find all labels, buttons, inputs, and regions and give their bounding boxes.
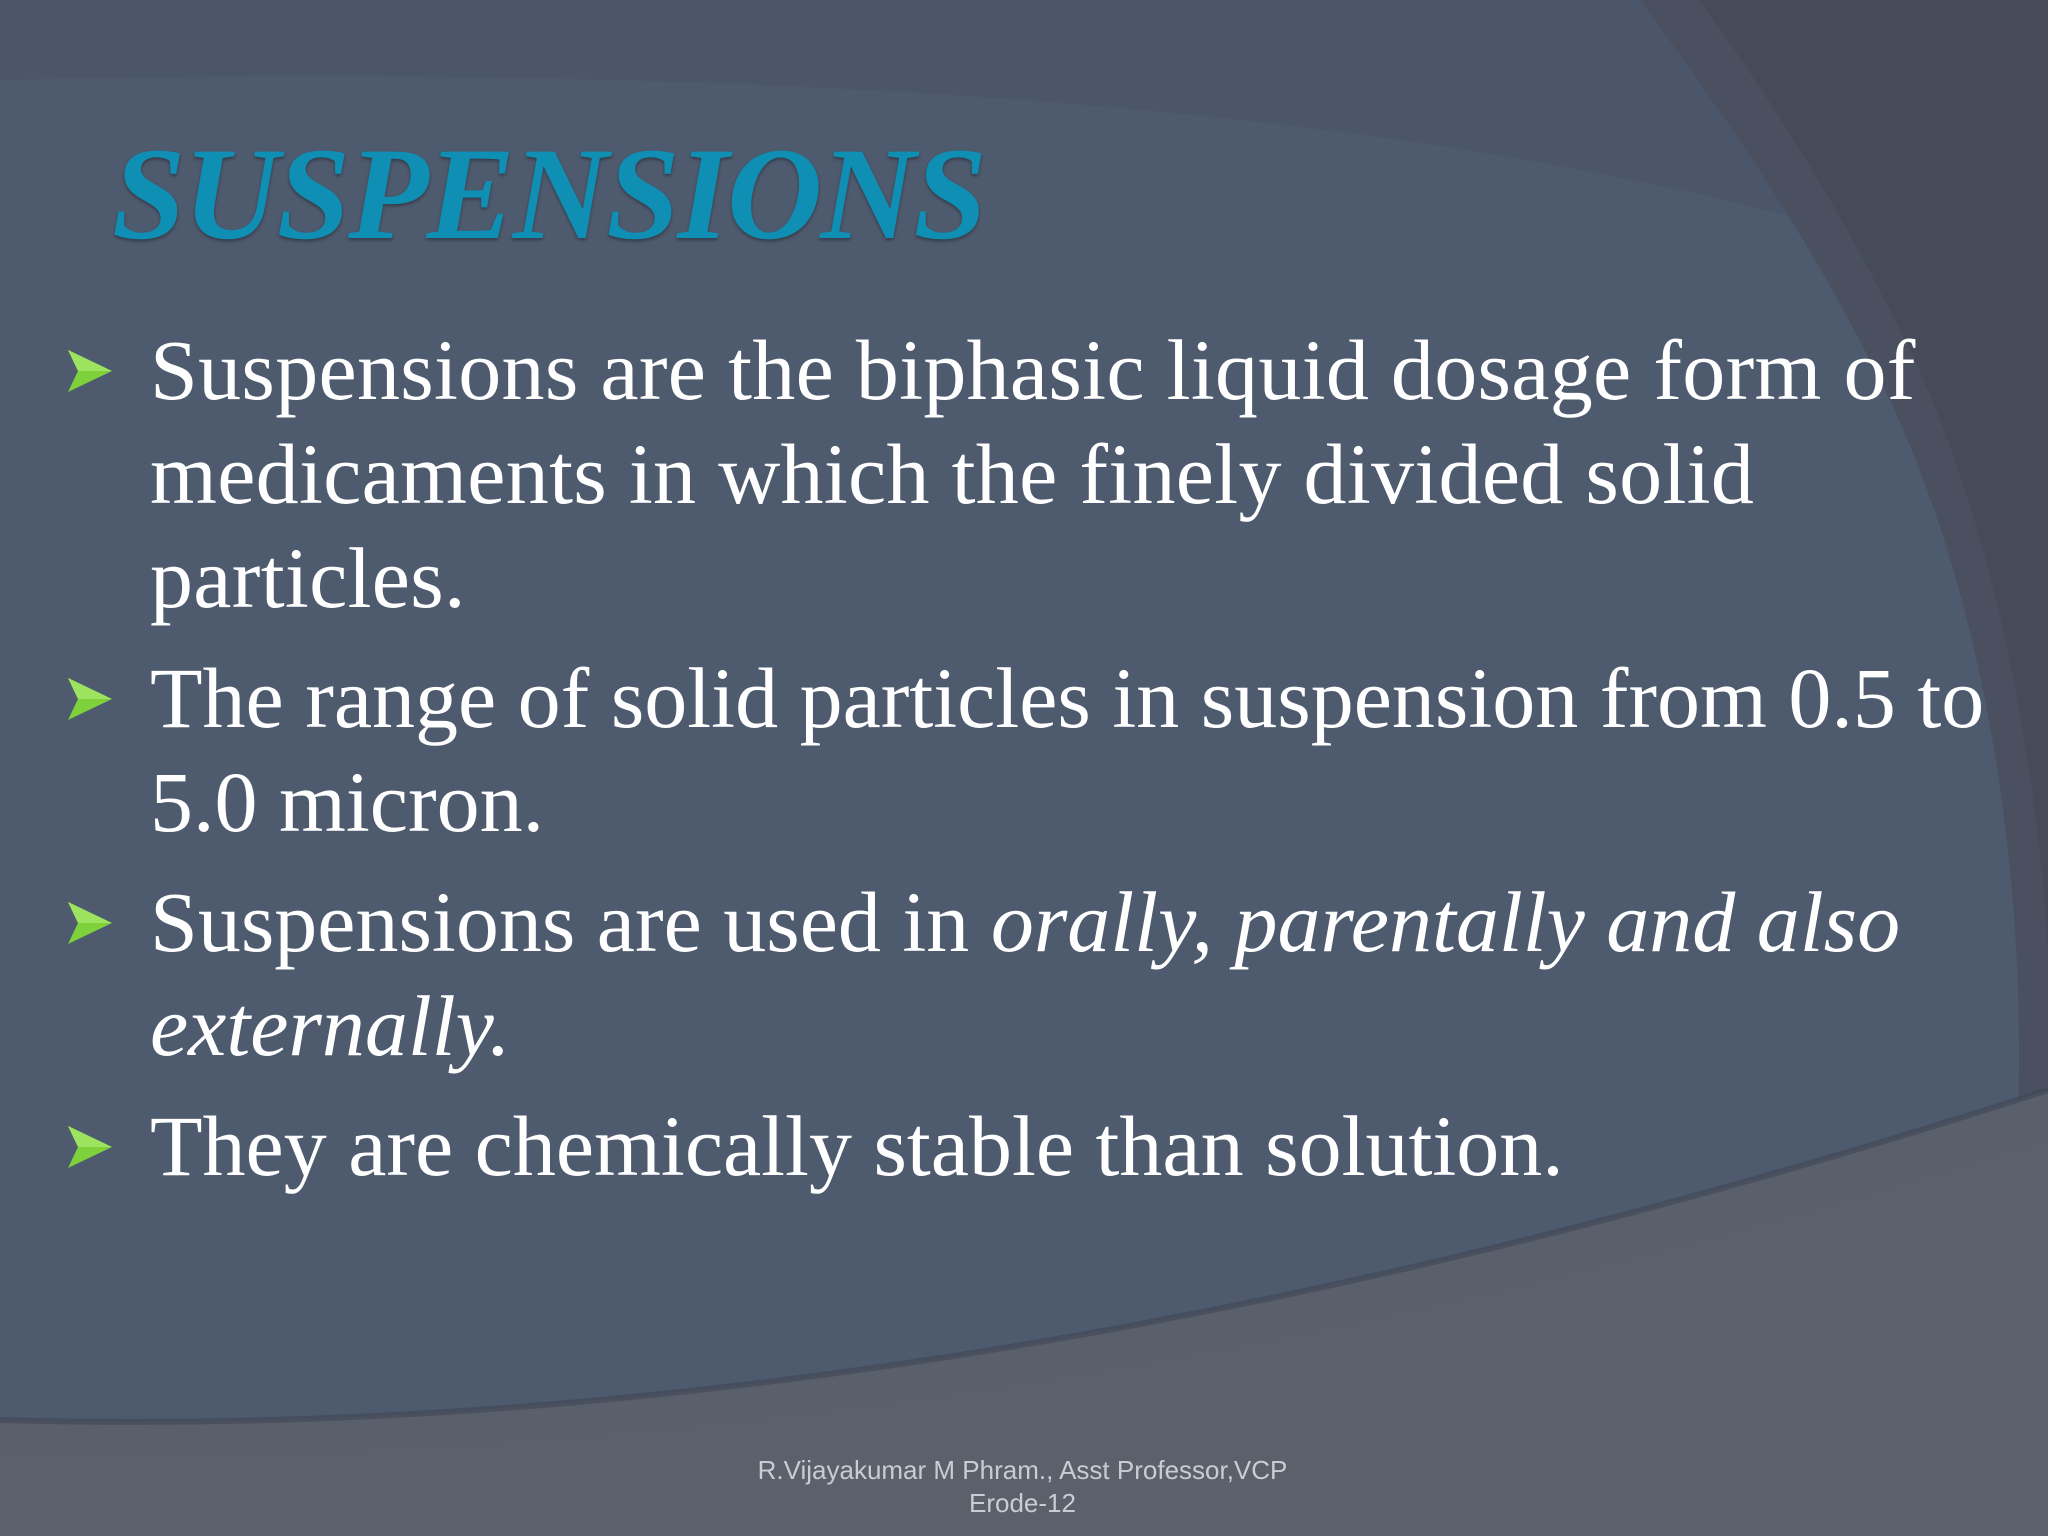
bullet-list (62, 318, 2012, 1214)
arrow-right-icon (62, 898, 118, 948)
bullet-text: The range of solid particles in suspension from 0.5 to 5.0 micron. (150, 650, 1985, 850)
arrow-right-icon (62, 346, 118, 396)
bullet-text-italic: orally, parentally and also externally. (150, 874, 1901, 1074)
footer-author: R.Vijayakumar M Phram., Asst Professor,VCP (757, 1455, 1288, 1485)
bullet-item (62, 646, 2012, 854)
footer-location: Erode-12 (969, 1488, 1076, 1518)
slide-footer (680, 1454, 1365, 1520)
bullet-text: They are chemically stable than solution. (150, 1098, 1564, 1194)
bullet-item (62, 870, 2012, 1078)
bullet-item (62, 318, 2012, 630)
bullet-text: Suspensions are used in (150, 874, 991, 970)
bullet-item (62, 1094, 2012, 1198)
arrow-right-icon (62, 1122, 118, 1172)
bullet-text: Suspensions are the biphasic liquid dosage form of medicaments in which the finely divided solid particles. (150, 322, 1916, 626)
arrow-right-icon (62, 674, 118, 724)
slide-title: SUSPENSIONS (112, 120, 985, 267)
